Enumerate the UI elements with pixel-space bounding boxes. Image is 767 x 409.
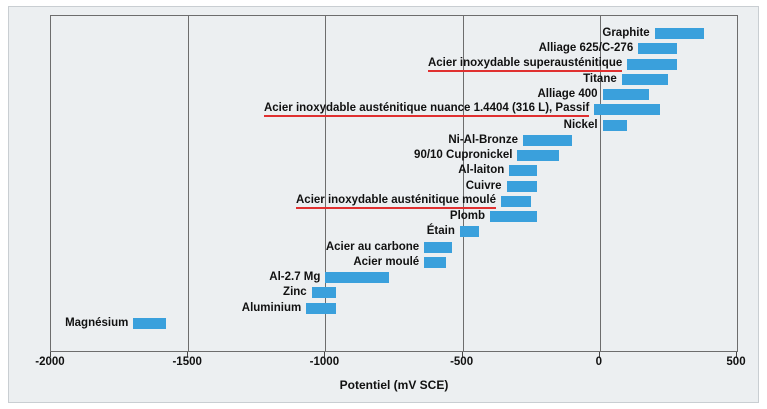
- bar-label: Alliage 400: [537, 88, 598, 100]
- bar-row: [51, 118, 737, 132]
- bar-row: [51, 179, 737, 193]
- bar-row: [51, 72, 737, 86]
- bar: [490, 211, 537, 222]
- bar-label: Acier inoxydable superausténitique: [428, 57, 622, 72]
- bar: [517, 150, 558, 161]
- bar-label: Zinc: [283, 286, 307, 299]
- bar-label: Ni-Al-Bronze: [448, 133, 518, 146]
- bar: [638, 43, 676, 54]
- bar-row: [51, 102, 737, 116]
- bar-row: [51, 163, 737, 177]
- bar: [523, 135, 572, 146]
- bar: [509, 165, 536, 176]
- bar-label: Acier moulé: [353, 255, 420, 268]
- bar-row: [51, 285, 737, 299]
- bar: [603, 120, 628, 131]
- bar: [627, 59, 676, 70]
- bar-label: Étain: [426, 225, 455, 238]
- x-tick-label: 0: [595, 356, 602, 368]
- bar: [312, 287, 337, 298]
- bar: [133, 318, 166, 329]
- x-tick-label: -2000: [35, 356, 65, 368]
- bar-row: [51, 87, 737, 101]
- bar-row: [51, 41, 737, 55]
- bar-row: [51, 57, 737, 71]
- bar: [460, 226, 479, 237]
- bar: [507, 181, 537, 192]
- bar-label: Acier au carbone: [325, 240, 420, 253]
- bar-label: Aluminium: [241, 301, 302, 314]
- bar: [501, 196, 531, 207]
- bar-row: [51, 301, 737, 315]
- bar-row: [51, 194, 737, 208]
- x-tick-label: -1000: [309, 356, 340, 368]
- bar-row: [51, 26, 737, 40]
- x-tick-label: -1500: [172, 356, 202, 368]
- bar: [424, 257, 446, 268]
- bar-row: [51, 316, 737, 330]
- x-axis: [35, 352, 746, 374]
- bar-label: Plomb: [449, 210, 486, 222]
- bar: [325, 272, 388, 283]
- bar-row: [51, 209, 737, 223]
- bar-label: Graphite: [602, 27, 650, 39]
- bar-label: Al-2.7 Mg: [269, 271, 321, 283]
- bar-label: Alliage 625/C-276: [538, 42, 634, 55]
- x-tick-label: 500: [726, 356, 746, 368]
- bar-row: [51, 270, 737, 284]
- bar-label: 90/10 Cupronickel: [414, 149, 513, 161]
- bar-label: Magnésium: [65, 316, 129, 329]
- bar-label: Titane: [583, 72, 617, 85]
- bar: [655, 28, 704, 39]
- bar-row: [51, 255, 737, 269]
- bar-row: [51, 224, 737, 238]
- bar: [424, 242, 451, 253]
- chart-frame: [8, 6, 759, 403]
- bar-label: Al-laiton: [458, 164, 505, 177]
- bar: [594, 104, 660, 115]
- x-axis-label: Potentiel (mV SCE): [339, 378, 449, 392]
- bar-row: [51, 240, 737, 254]
- plot-area: [50, 15, 738, 352]
- bar-label: Acier inoxydable austénitique nuance 1.4404 (316 L), Passif: [264, 102, 589, 117]
- bar-label: Nickel: [563, 118, 598, 131]
- x-tick-label: -500: [450, 356, 474, 368]
- bar-label: Cuivre: [465, 179, 502, 192]
- bar-label: Acier inoxydable austénitique moulé: [296, 194, 496, 209]
- bar-row: [51, 133, 737, 147]
- bar: [306, 303, 336, 314]
- bar: [622, 74, 669, 85]
- bar-row: [51, 148, 737, 162]
- bar: [603, 89, 650, 100]
